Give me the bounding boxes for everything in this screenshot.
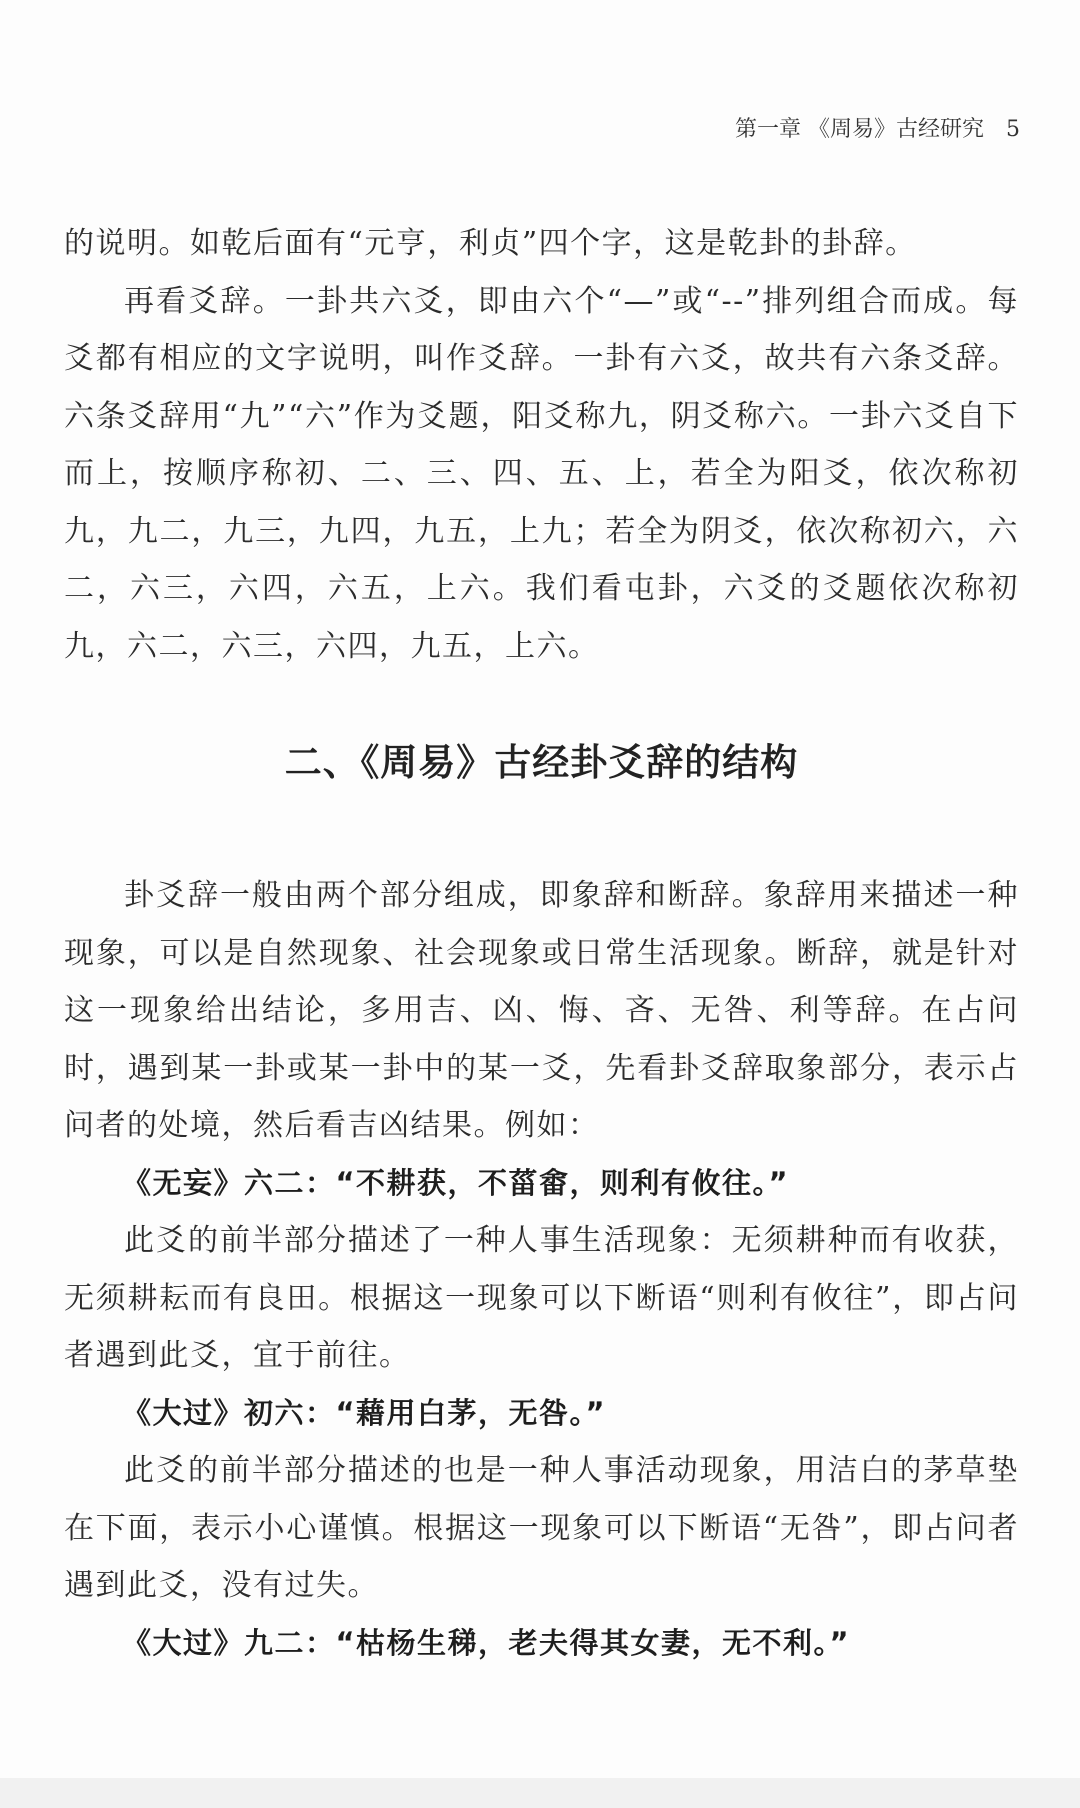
page-number: 5: [1006, 117, 1020, 142]
paragraph-yaoci: 再看爻辞。一卦共六爻，即由六个“—”或“--”排列组合而成。每爻都有相应的文字说明，叫作爻辞。一卦有六爻，故共有六条爻辞。六条爻辞用“九”“六”作为爻题，阳爻称九，阴爻称六。一卦六爻自下而上，按顺序称初、二、三、四、五、上，若全为阳爻，依次称初九，九二，九三，九四，九五，上九；若全为阴爻，依次称初六，六二，六三，六四，六五，上六。我们看屯卦，六爻的爻题依次称初九，六二，六三，六四，九五，上六。: [64, 283, 1019, 664]
paragraph-structure: 卦爻辞一般由两个部分组成，即象辞和断辞。象辞用来描述一种现象，可以是自然现象、社会现象或日常生活现象。断辞，就是针对这一现象给出结论，多用吉、凶、悔、吝、无咎、利等辞。在占问时，遇到某一卦或某一卦中的某一爻，先看卦爻辞取象部分，表示占问者的处境，然后看吉凶结果。例如：: [64, 878, 1019, 1143]
page-body: [64, 215, 1019, 1672]
section-heading: 二、《周易》古经卦爻辞的结构: [284, 740, 799, 784]
paragraph-qian-description: 的说明。如乾后面有“元亨，利贞”四个字，这是乾卦的卦辞。: [64, 226, 917, 261]
chapter-title: 第一章 《周易》古经研究: [735, 117, 984, 142]
quote-daguo-jiuer: 《大过》九二：“枯杨生稊，老夫得其女妻，无不利。”: [122, 1625, 851, 1660]
paragraph-daguo-explanation: 此爻的前半部分描述的也是一种人事活动现象，用洁白的茅草垫在下面，表示小心谨慎。根据这一现象可以下断语“无咎”，即占问者遇到此爻，没有过失。: [64, 1453, 1019, 1603]
running-header: [735, 112, 1020, 143]
quote-daguo-chuliu: 《大过》初六：“藉用白茅，无咎。”: [122, 1395, 607, 1430]
quote-wuwang: 《无妄》六二：“不耕获，不菑畬，则利有攸往。”: [122, 1165, 790, 1200]
paragraph-wuwang-explanation: 此爻的前半部分描述了一种人事生活现象：无须耕种而有收获，无须耕耘而有良田。根据这一现象可以下断语“则利有攸往”，即占问者遇到此爻，宜于前往。: [64, 1223, 1019, 1373]
page-bottom-edge: [0, 1778, 1080, 1808]
